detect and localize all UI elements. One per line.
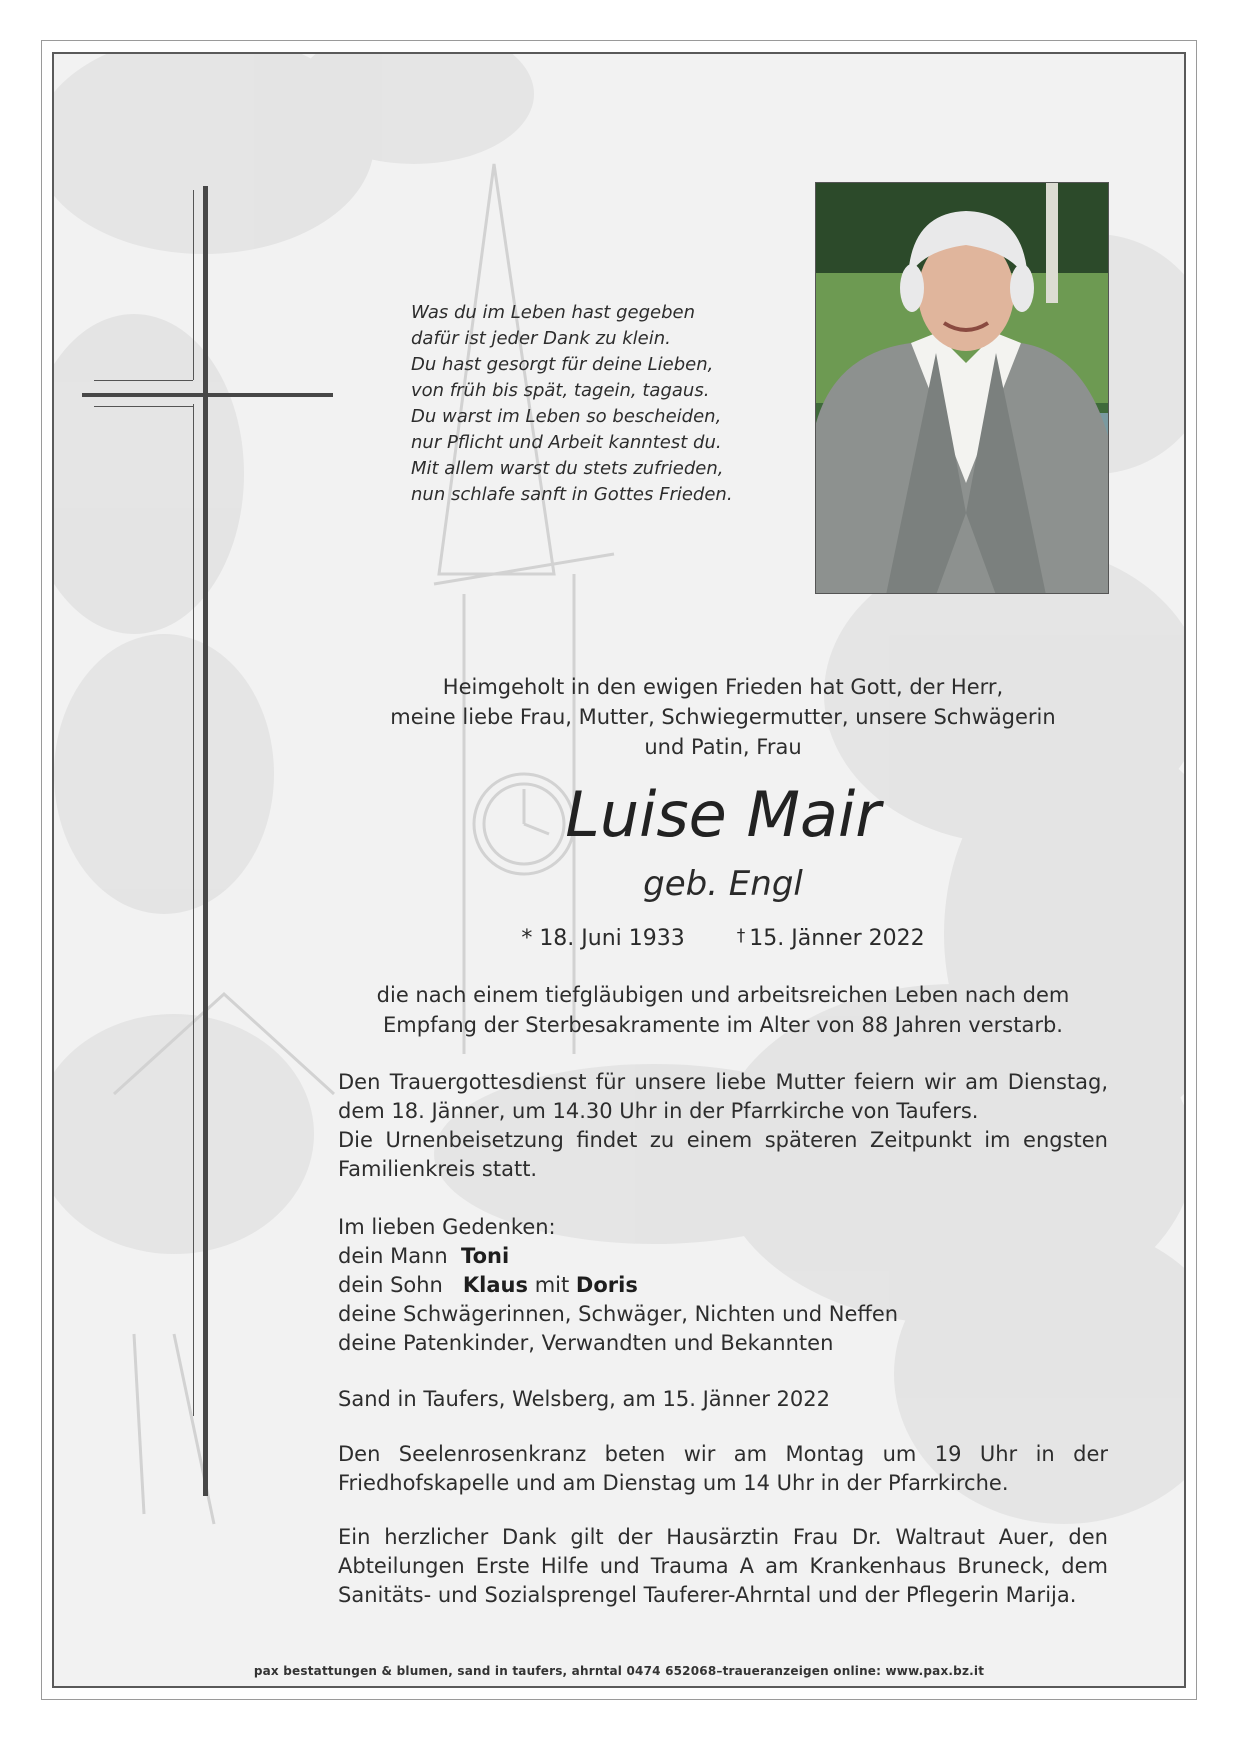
son-partner-name: Doris xyxy=(575,1273,638,1297)
memorial-cross-line xyxy=(94,380,193,381)
rosary-text xyxy=(338,1440,1108,1498)
intro-line: Heimgeholt in den ewigen Frieden hat Gott, der Herr, xyxy=(442,675,1004,699)
died-cross-symbol: † xyxy=(736,926,746,946)
mourner-husband xyxy=(338,1242,1108,1271)
connector-word: mit xyxy=(534,1273,570,1297)
relation-label: dein Mann xyxy=(338,1244,448,1268)
husband-name: Toni xyxy=(461,1244,510,1268)
mourner-relatives: deine Schwägerinnen, Schwäger, Nichten und Neffen xyxy=(338,1302,899,1326)
rosary-line: Den Seelenrosenkranz beten wir am Montag um 19 Uhr in der xyxy=(338,1442,1108,1466)
funeral-home-footer: pax bestattungen & blumen, sand in taufers, ahrntal 0474 652068–traueranzeigen online: www.pax.bz.it xyxy=(253,1664,985,1678)
announcement-intro xyxy=(330,672,1116,762)
memorial-cross-vertical-beam xyxy=(203,186,208,1496)
poem-line: Was du im Leben hast gegeben xyxy=(411,302,695,323)
portrait-photo xyxy=(815,182,1109,594)
deceased-name: Luise Mair xyxy=(565,778,881,851)
poem-line: Du warst im Leben so bescheiden, xyxy=(411,406,722,427)
poem-line: nun schlafe sanft in Gottes Frieden. xyxy=(411,484,733,505)
memorial-cross-line xyxy=(193,404,194,1416)
memorial-cross-horizontal-beam xyxy=(82,393,333,397)
thanks-line: Abteilungen Erste Hilfe und Trauma A am Krankenhaus Bruneck, dem xyxy=(338,1554,1108,1578)
funeral-service-text xyxy=(338,1068,1108,1184)
passing-text xyxy=(330,980,1116,1040)
service-line: Die Urnenbeisetzung findet zu einem späteren Zeitpunkt im engsten xyxy=(338,1128,1108,1152)
rosary-line: Friedhofskapelle und am Dienstag um 14 Uhr in der Pfarrkirche. xyxy=(338,1471,1009,1495)
poem-line: dafür ist jeder Dank zu klein. xyxy=(411,328,671,349)
birth-date: 18. Juni 1933 xyxy=(539,926,685,951)
maiden-name: geb. Engl xyxy=(643,864,803,904)
son-name: Klaus xyxy=(462,1273,528,1297)
death-date: 15. Jänner 2022 xyxy=(749,926,925,951)
service-line: Den Trauergottesdienst für unsere liebe Mutter feiern wir am Dienstag, xyxy=(338,1070,1108,1094)
mourner-son xyxy=(338,1271,1108,1300)
thanks-line: Ein herzlicher Dank gilt der Hausärztin Frau Dr. Waltraut Auer, den xyxy=(338,1525,1108,1549)
mourners-list xyxy=(338,1213,1108,1358)
life-dates xyxy=(330,924,1116,955)
intro-line: und Patin, Frau xyxy=(644,735,802,759)
memorial-cross-line xyxy=(94,406,193,407)
relation-label: dein Sohn xyxy=(338,1273,443,1297)
memorial-cross-line xyxy=(193,190,194,380)
mourner-godchildren: deine Patenkinder, Verwandten und Bekannten xyxy=(338,1331,834,1355)
born-symbol: * xyxy=(521,926,533,951)
passing-line: Empfang der Sterbesakramente im Alter von 88 Jahren verstarb. xyxy=(383,1013,1063,1037)
poem-line: Du hast gesorgt für deine Lieben, xyxy=(411,354,714,375)
place-date: Sand in Taufers, Welsberg, am 15. Jänner 2022 xyxy=(338,1387,830,1411)
service-line: Familienkreis statt. xyxy=(338,1157,538,1181)
poem-line: von früh bis spät, tagein, tagaus. xyxy=(411,380,710,401)
memorial-poem xyxy=(411,300,741,508)
poem-line: nur Pflicht und Arbeit kanntest du. xyxy=(411,432,722,453)
mourners-heading: Im lieben Gedenken: xyxy=(338,1215,556,1239)
intro-line: meine liebe Frau, Mutter, Schwiegermutter, unsere Schwägerin xyxy=(390,705,1056,729)
poem-line: Mit allem warst du stets zufrieden, xyxy=(411,458,724,479)
service-line: dem 18. Jänner, um 14.30 Uhr in der Pfarrkirche von Taufers. xyxy=(338,1099,979,1123)
thanks-text xyxy=(338,1523,1108,1610)
passing-line: die nach einem tiefgläubigen und arbeitsreichen Leben nach dem xyxy=(376,983,1070,1007)
thanks-line: Sanitäts- und Sozialsprengel Tauferer-Ahrntal und der Pflegerin Marija. xyxy=(338,1583,1077,1607)
